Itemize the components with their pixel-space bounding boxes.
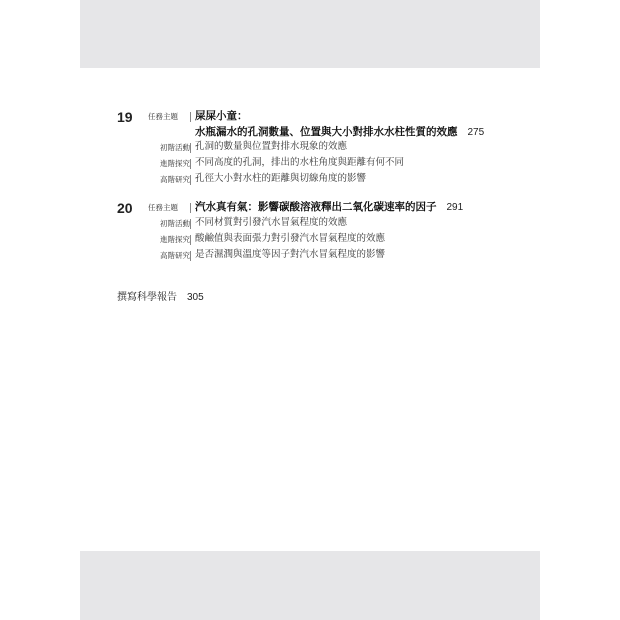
level-tag: 高階研究 xyxy=(160,175,190,184)
separator xyxy=(190,219,191,229)
toc-item[interactable]: 不同高度的孔洞，排出的水柱角度與距離有何不同 xyxy=(195,157,405,168)
separator xyxy=(190,159,191,169)
separator xyxy=(190,143,191,153)
toc-item[interactable]: 孔洞的數量與位置對排水現象的效應 xyxy=(195,141,348,152)
separator xyxy=(190,251,191,261)
level-tag: 進階探究 xyxy=(160,159,190,168)
theme-tag: 任務主題 xyxy=(148,203,178,212)
section-title[interactable]: 汽水真有氣：影響碳酸溶液釋出二氧化碳速率的因子 291 xyxy=(195,201,464,213)
separator xyxy=(190,175,191,185)
separator xyxy=(190,112,191,122)
page-number: 275 xyxy=(467,127,485,138)
toc-item[interactable]: 是否濕潤與溫度等因子對汽水冒氣程度的影響 xyxy=(195,249,386,260)
toc-item[interactable]: 酸鹼值與表面張力對引發汽水冒氣程度的效應 xyxy=(195,233,386,244)
toc-item[interactable]: 孔徑大小對水柱的距離與切線角度的影響 xyxy=(195,173,367,184)
section-number: 19 xyxy=(117,109,133,125)
section-title-line2[interactable]: 水瓶漏水的孔洞數量、位置與大小對排水水柱性質的效應 275 xyxy=(195,126,485,138)
section-number: 20 xyxy=(117,200,133,216)
separator xyxy=(190,235,191,245)
level-tag: 進階探究 xyxy=(160,235,190,244)
page-number: 305 xyxy=(187,292,204,303)
level-tag: 初階活動 xyxy=(160,219,190,228)
page-number: 291 xyxy=(446,202,464,213)
level-tag: 高階研究 xyxy=(160,251,190,260)
level-tag: 初階活動 xyxy=(160,143,190,152)
section-title-line1[interactable]: 屎屎小童： xyxy=(195,110,248,122)
toc-item[interactable]: 不同材質對引發汽水冒氣程度的效應 xyxy=(195,217,348,228)
theme-tag: 任務主題 xyxy=(148,112,178,121)
toc-final-entry[interactable]: 撰寫科學報告 305 xyxy=(117,292,204,303)
separator xyxy=(190,203,191,213)
